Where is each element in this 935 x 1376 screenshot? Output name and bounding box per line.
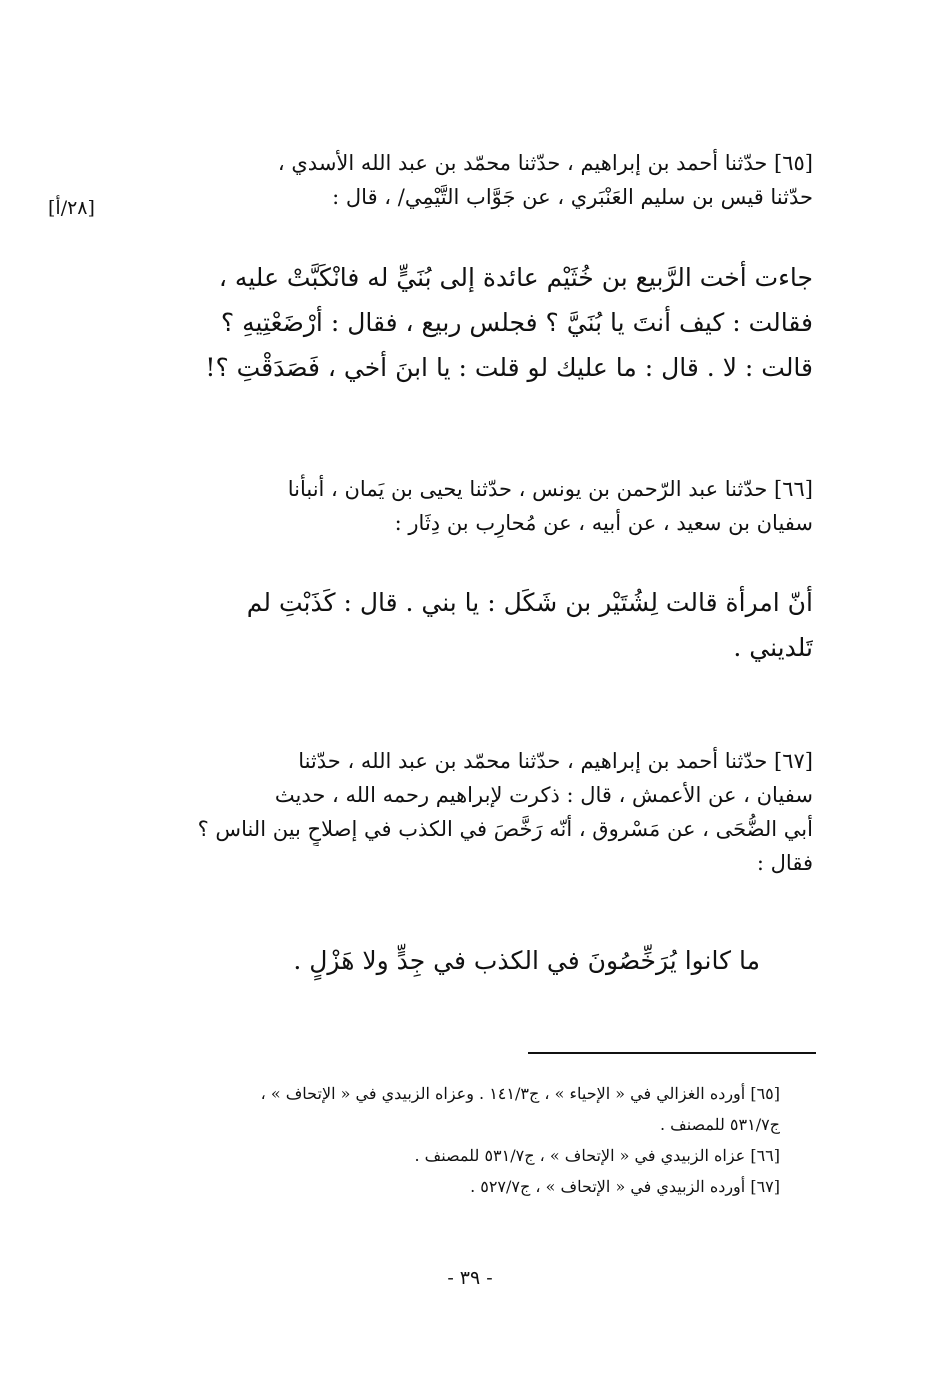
text-line: حدّثنا قيس بن سليم العَنْبَري ، عن جَوَّاب التَّيْمِي/ ، قال : [332, 185, 813, 209]
hadith-65-isnad [133, 146, 813, 214]
hadith-67-isnad [133, 744, 813, 880]
text-line: فقالت : كيف أنتَ يا بُنَيَّ ؟ فجلس ربيع ، فقال : أرْضَعْتِيهِ ؟ [220, 308, 813, 337]
footnotes [130, 1078, 780, 1202]
footnote-line: ج٥٣١/٧ للمصنف . [659, 1115, 780, 1134]
text-line: [٦٧] حدّثنا أحمد بن إبراهيم ، حدّثنا محمّد بن عبد الله ، حدّثنا [298, 749, 813, 773]
footnote-line: [٦٥] أورده الغزالي في « الإحياء » ، ج١٤١/٣ . وعزاه الزبيدي في « الإتحاف » ، [260, 1084, 780, 1103]
hadith-66-matn [133, 580, 813, 670]
text-line: قالت : لا . قال : ما عليك لو قلت : يا ابنَ أخي ، فَصَدَقْتِ ؟! [205, 353, 813, 382]
text-line: جاءت أخت الرَّبيع بن خُثَيْم عائدة إلى بُنَيٍّ له فانْكَبَّتْ عليه ، [218, 263, 813, 292]
footnote-line: [٦٦] عزاه الزبيدي في « الإتحاف » ، ج٥٣١/٧ للمصنف . [414, 1146, 780, 1165]
text-line: ما كانوا يُرَخِّصُونَ في الكذب في جِدٍّ ولا هَزْلٍ . [293, 946, 760, 975]
text-line: فقال : [756, 851, 813, 875]
text-line: تَلديني . [733, 633, 813, 662]
text-line: أبي الضُّحَى ، عن مَسْروق ، أنّه رَخَّصَ في الكذب في إصلاحٍ بين الناس ؟ [197, 817, 813, 841]
hadith-67-matn [140, 938, 760, 983]
page-number: - ٣٩ - [447, 1267, 493, 1289]
hadith-65-matn [133, 255, 813, 390]
footnote-divider [528, 1052, 816, 1054]
margin-folio-reference: [٢٨/أ] [48, 197, 95, 219]
text-line: أنّ امرأة قالت لِشُتَيْر بن شَكَل : يا بني . قال : كَذَبْتِ لم [246, 588, 813, 617]
text-line: سفيان بن سعيد ، عن أبيه ، عن مُحارِب بن دِثَار : [394, 511, 813, 535]
hadith-66-isnad [133, 472, 813, 540]
text-line: [٦٦] حدّثنا عبد الرّحمن بن يونس ، حدّثنا يحيى بن يَمان ، أنبأنا [287, 477, 813, 501]
text-line: سفيان ، عن الأعمش ، قال : ذكرت لإبراهيم رحمه الله ، حديث [274, 783, 813, 807]
footnote-line: [٦٧] أورده الزبيدي في « الإتحاف » ، ج٥٢٧/٧ . [470, 1177, 780, 1196]
text-line: [٦٥] حدّثنا أحمد بن إبراهيم ، حدّثنا محمّد بن عبد الله الأسدي ، [277, 151, 813, 175]
